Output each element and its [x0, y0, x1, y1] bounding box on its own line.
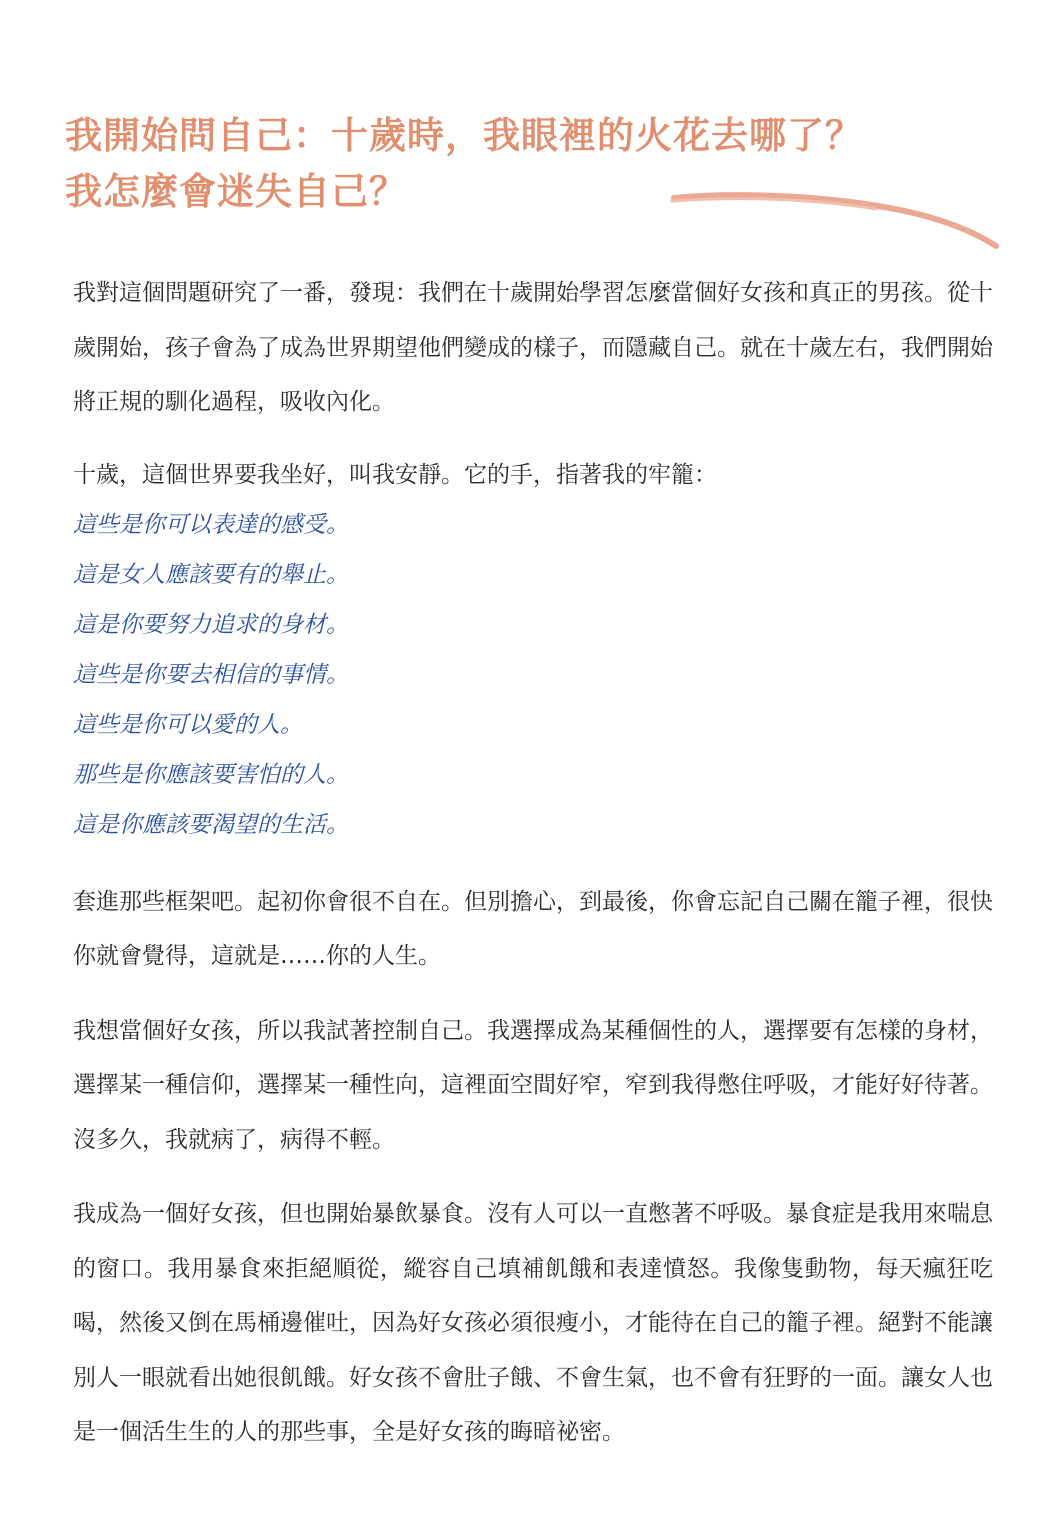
paragraph-1: 我對這個問題研究了一番，發現：我們在十歲開始學習怎麼當個好女孩和真正的男孩。從十歲開始，孩子會為了成為世界期望他們變成的樣子，而隱藏自己。就在十歲左右，我們開始將正規的馴化過程，吸收內化。 — [73, 280, 993, 415]
cage-quote-item: 這是你應該要渴望的生活。 — [73, 811, 349, 838]
heading-line-2: 我怎麼會迷失自己？ — [65, 170, 407, 213]
paragraph-4: 我成為一個好女孩，但也開始暴飲暴食。沒有人可以一直憋著不呼吸。暴食症是我用來喘息的窗口。我用暴食來拒絕順從，縱容自己填補飢餓和表達憤怒。我像隻動物，每天瘋狂吃喝，然後又倒在馬桶邊催吐，因為好女孩必須很瘦小，才能待在自己的籠子裡。絕對不能讓別人一眼就看出她很飢餓。好女孩不會肚子餓、不會生氣，也不會有狂野的一面。讓女人也是一個活生生的人的那些事，全是好女孩的晦暗祕密。 — [73, 1201, 993, 1445]
cage-quote-list — [73, 500, 993, 850]
cage-intro-line: 十歲，這個世界要我坐好，叫我安靜。它的手，指著我的牢籠： — [73, 461, 717, 488]
paragraph-2: 套進那些框架吧。起初你會很不自在。但別擔心，到最後，你會忘記自己關在籠子裡，很快你就會覺得，這就是……你的人生。 — [73, 888, 993, 969]
cage-quote-item: 那些是你應該要害怕的人。 — [73, 761, 349, 788]
cage-quote-item: 這些是你可以表達的感受。 — [73, 511, 349, 538]
cage-quote-item: 這些是你要去相信的事情。 — [73, 661, 349, 688]
cage-quote-item: 這是女人應該要有的舉止。 — [73, 561, 349, 588]
paragraph-3: 我想當個好女孩，所以我試著控制自己。我選擇成為某種個性的人，選擇要有怎樣的身材，選擇某一種信仰，選擇某一種性向，這裡面空間好窄，窄到我得憋住呼吸，才能好好待著。沒多久，我就病了，病得不輕。 — [73, 1017, 993, 1153]
brush-stroke-decoration — [668, 186, 1002, 256]
article-body — [73, 266, 993, 1460]
heading-line-1: 我開始問自己：十歲時，我眼裡的火花去哪了？ — [65, 114, 863, 157]
cage-quote-item: 這是你要努力追求的身材。 — [73, 611, 349, 638]
cage-quote-item: 這些是你可以愛的人。 — [73, 711, 303, 738]
